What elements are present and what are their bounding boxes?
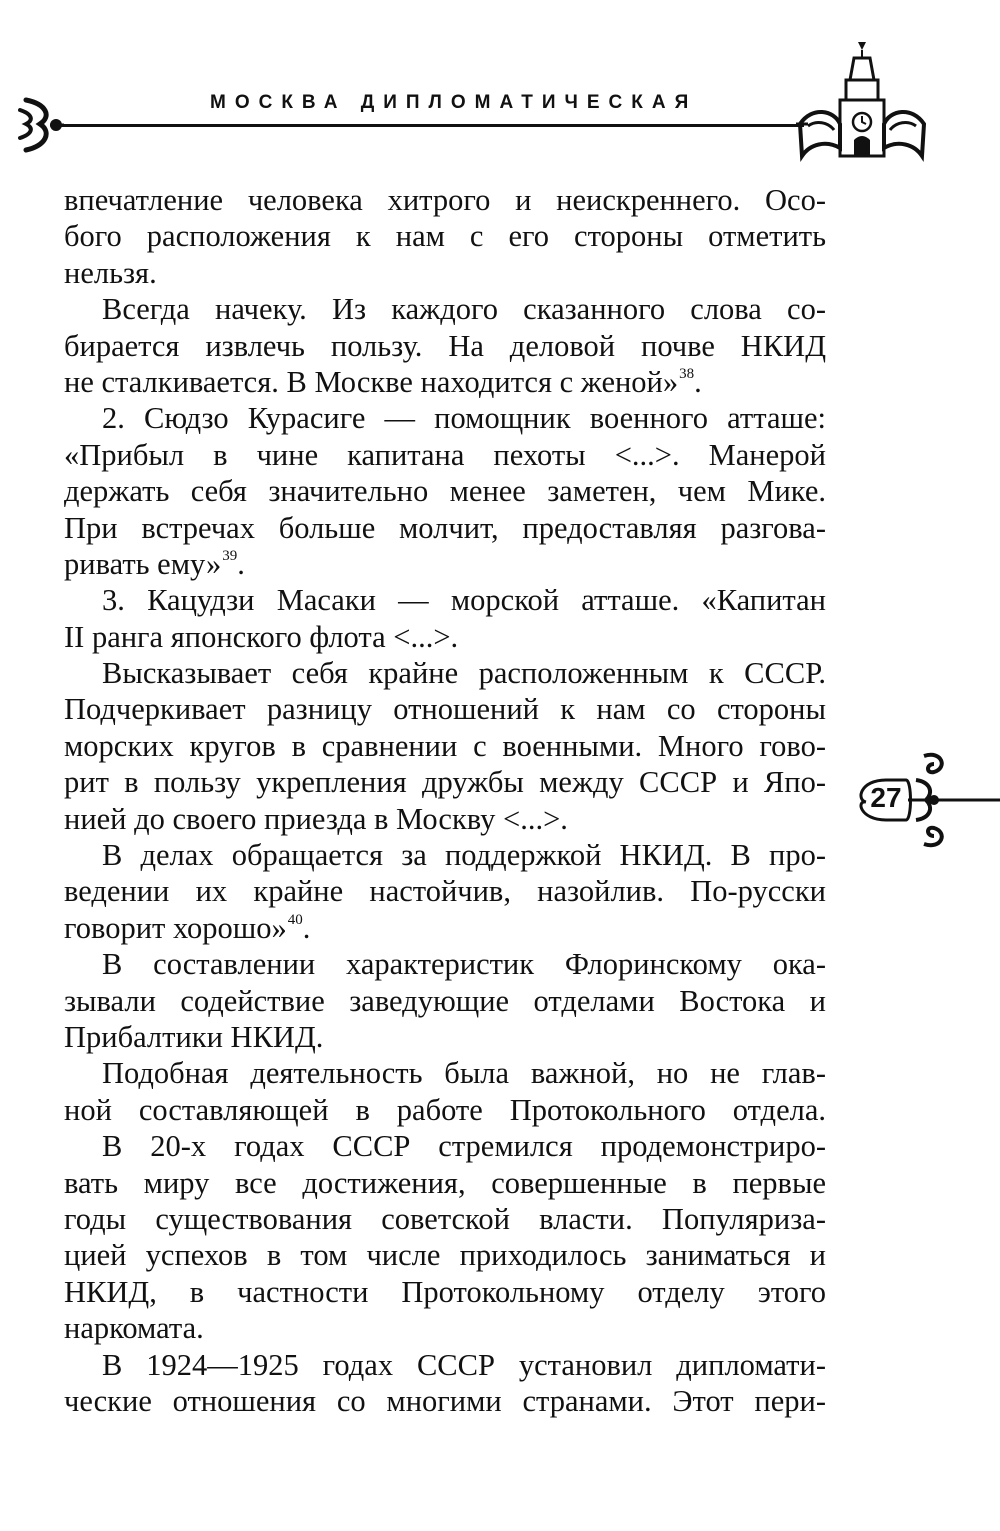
text-line: ной составляющей в работе Протокольного отдела. — [64, 1092, 826, 1127]
text-line: годы существования советской власти. Популяриза- — [64, 1201, 826, 1236]
text-line: В 1924—1925 годах СССР установил дипломати- — [102, 1347, 826, 1382]
line-text: не сталкивается. В Москве находится с женой» — [64, 364, 679, 399]
text-line — [64, 910, 826, 946]
text-line: наркомата. — [64, 1311, 204, 1346]
line-tail: . — [694, 364, 702, 399]
text-line: В составлении характеристик Флоринскому ока- — [102, 947, 826, 982]
text-line: Всегда начеку. Из каждого сказанного слова со- — [102, 292, 826, 327]
header-rule — [56, 124, 804, 127]
text-line: нией до своего приезда в Москву <...>. — [64, 801, 568, 836]
text-line: впечатление человека хитрого и неискреннего. Осо- — [64, 183, 826, 217]
text-line: нельзя. — [64, 255, 157, 290]
text-line: В 20-х годах СССР стремился продемонстриро- — [102, 1129, 826, 1164]
text-line — [64, 364, 826, 400]
text-line: бирается извлечь пользу. На деловой почве НКИД — [64, 328, 826, 363]
line-text: ривать ему» — [64, 546, 222, 581]
text-line: Подчеркивает разницу отношений к нам со стороны — [64, 692, 826, 727]
text-line: II ранга японского флота <...>. — [64, 619, 459, 654]
body-text — [64, 182, 826, 1419]
text-line: При встречах больше молчит, предоставляя разгова- — [64, 510, 826, 545]
line-tail: . — [302, 910, 311, 945]
line-text: говорит хорошо» — [64, 910, 287, 945]
kremlin-tower-icon — [796, 40, 928, 166]
text-line — [64, 546, 826, 582]
text-line: НКИД, в частности Протокольному отделу этого — [64, 1274, 826, 1309]
text-line: 2. Сюдзо Курасиге — помощник военного атташе: — [102, 401, 826, 436]
page-number: 27 — [870, 782, 902, 813]
text-line: «Прибыл в чине капитана пехоты <...>. Манерой — [64, 437, 826, 472]
text-line: В делах обращается за поддержкой НКИД. В про- — [102, 838, 826, 873]
text-line: цией успехов в том числе приходилось заниматься и — [64, 1238, 826, 1273]
text-line: Подобная деятельность была важной, но не глав- — [102, 1056, 826, 1091]
text-line: вать миру все достижения, совершенные в первые — [64, 1165, 826, 1200]
text-line: Прибалтики НКИД. — [64, 1019, 324, 1054]
text-line: ческие отношения со многими странами. Этот пери- — [64, 1383, 826, 1418]
text-line: ведении их крайне настойчив, назойлив. По-русски — [64, 874, 826, 909]
footnote-ref: 39 — [222, 547, 238, 564]
text-line: морских кругов в сравнении с военными. Много гово- — [64, 728, 826, 763]
footnote-ref: 40 — [287, 911, 303, 928]
text-line: зывали содействие заведующие отделами Востока и — [64, 983, 826, 1018]
footnote-ref: 38 — [679, 365, 695, 382]
text-line: бого расположения к нам с его стороны отметить — [64, 219, 826, 254]
line-tail: . — [237, 546, 245, 581]
text-line: рит в пользу укрепления дружбы между СССР и Япо- — [64, 765, 826, 800]
text-line: Высказывает себя крайне расположенным к СССР. — [102, 656, 826, 691]
text-line: держать себя значительно менее заметен, чем Мике. — [64, 474, 826, 509]
text-line: 3. Кацудзи Масаки — морской атташе. «Капитан — [102, 583, 826, 618]
running-title: МОСКВА ДИПЛОМАТИЧЕСКАЯ — [210, 92, 698, 113]
